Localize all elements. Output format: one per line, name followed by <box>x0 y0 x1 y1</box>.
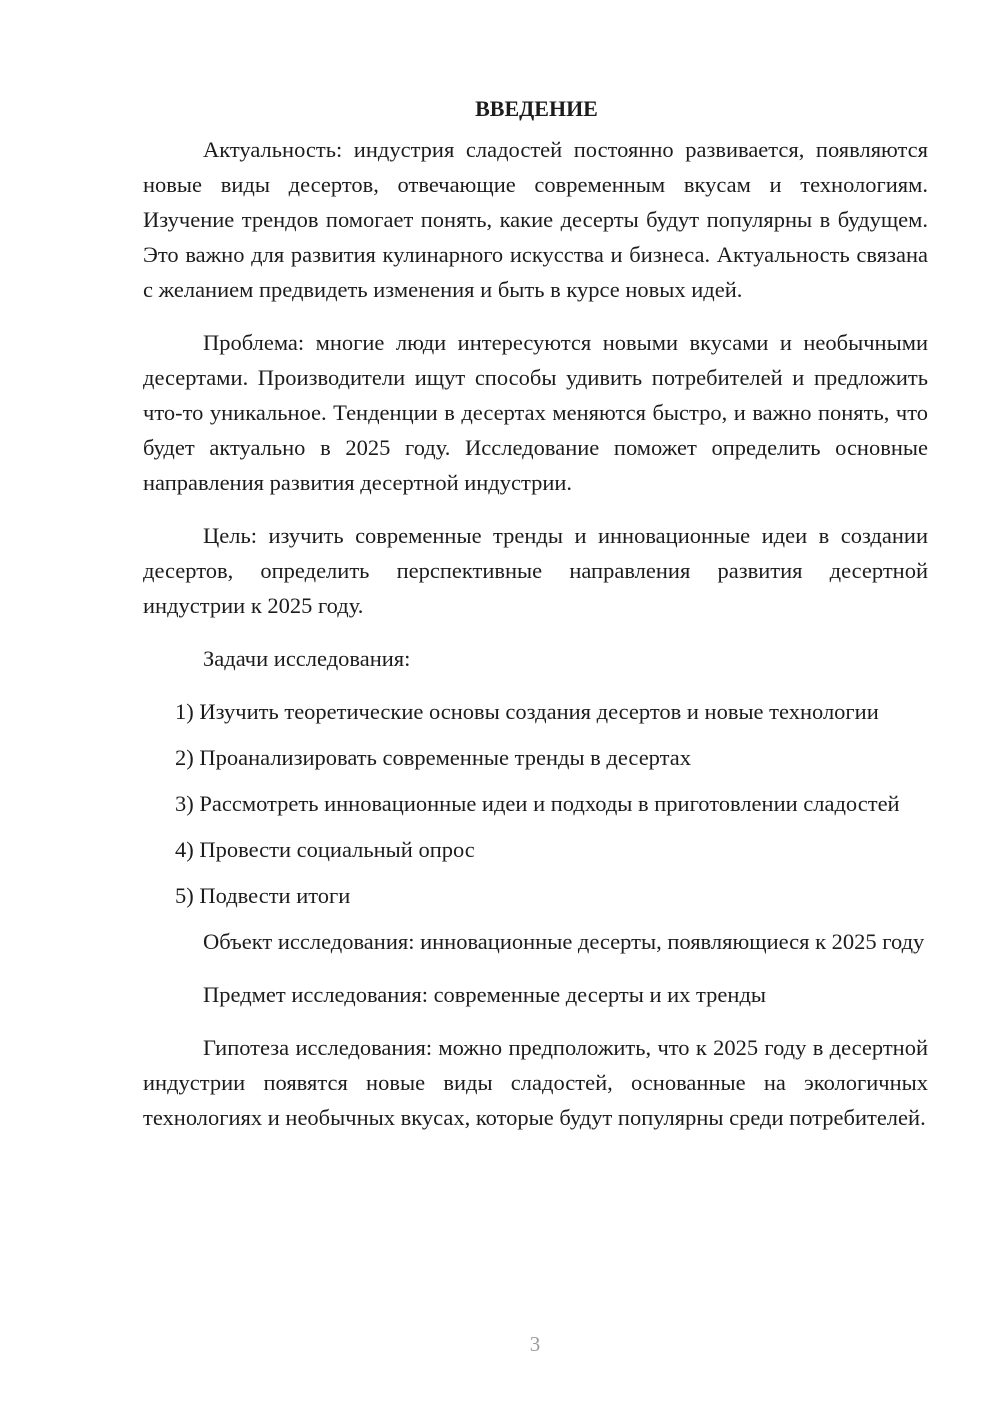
subject-paragraph: Предмет исследования: современные десерты и их тренды <box>203 982 767 1007</box>
page-title: ВВЕДЕНИЕ <box>475 96 598 121</box>
object-paragraph: Объект исследования: инновационные десерты, появляющиеся к 2025 году <box>203 929 925 954</box>
problem-paragraph: Проблема: многие люди интересуются новыми вкусами и необычными десертами. Производители ищут способы удивить потребителей и предложить что-то уникальное. Тенденции в десертах меняются быстро, и важно понять, что будет актуально в 2025 году. Исследование поможет определить основные направления развития десертной индустрии. <box>143 330 928 495</box>
task-item: 4) Провести социальный опрос <box>175 837 475 862</box>
task-item: 5) Подвести итоги <box>175 883 351 908</box>
relevance-paragraph: Актуальность: индустрия сладостей постоянно развивается, появляются новые виды десертов, отвечающие современным вкусам и технологиям. Изучение трендов помогает понять, какие десерты будут популярны в будущем. Это важно для развития кулинарного искусства и бизнеса. Актуальность связана с желанием предвидеть изменения и быть в курсе новых идей. <box>143 137 928 302</box>
page-number: 3 <box>529 1332 541 1356</box>
task-item: 3) Рассмотреть инновационные идеи и подходы в приготовлении сладостей <box>175 791 900 816</box>
tasks-heading: Задачи исследования: <box>203 646 411 671</box>
page-body <box>143 92 928 1135</box>
task-item: 2) Проанализировать современные тренды в десертах <box>175 745 691 770</box>
task-item: 1) Изучить теоретические основы создания десертов и новые технологии <box>175 699 879 724</box>
hypothesis-paragraph: Гипотеза исследования: можно предположить, что к 2025 году в десертной индустрии появятся новые виды сладостей, основанные на экологичных технологиях и необычных вкусах, которые будут популярны среди потребителей. <box>143 1035 928 1130</box>
tasks-list <box>143 694 928 913</box>
goal-paragraph: Цель: изучить современные тренды и инновационные идеи в создании десертов, определить перспективные направления развития десертной индустрии к 2025 году. <box>143 523 928 618</box>
